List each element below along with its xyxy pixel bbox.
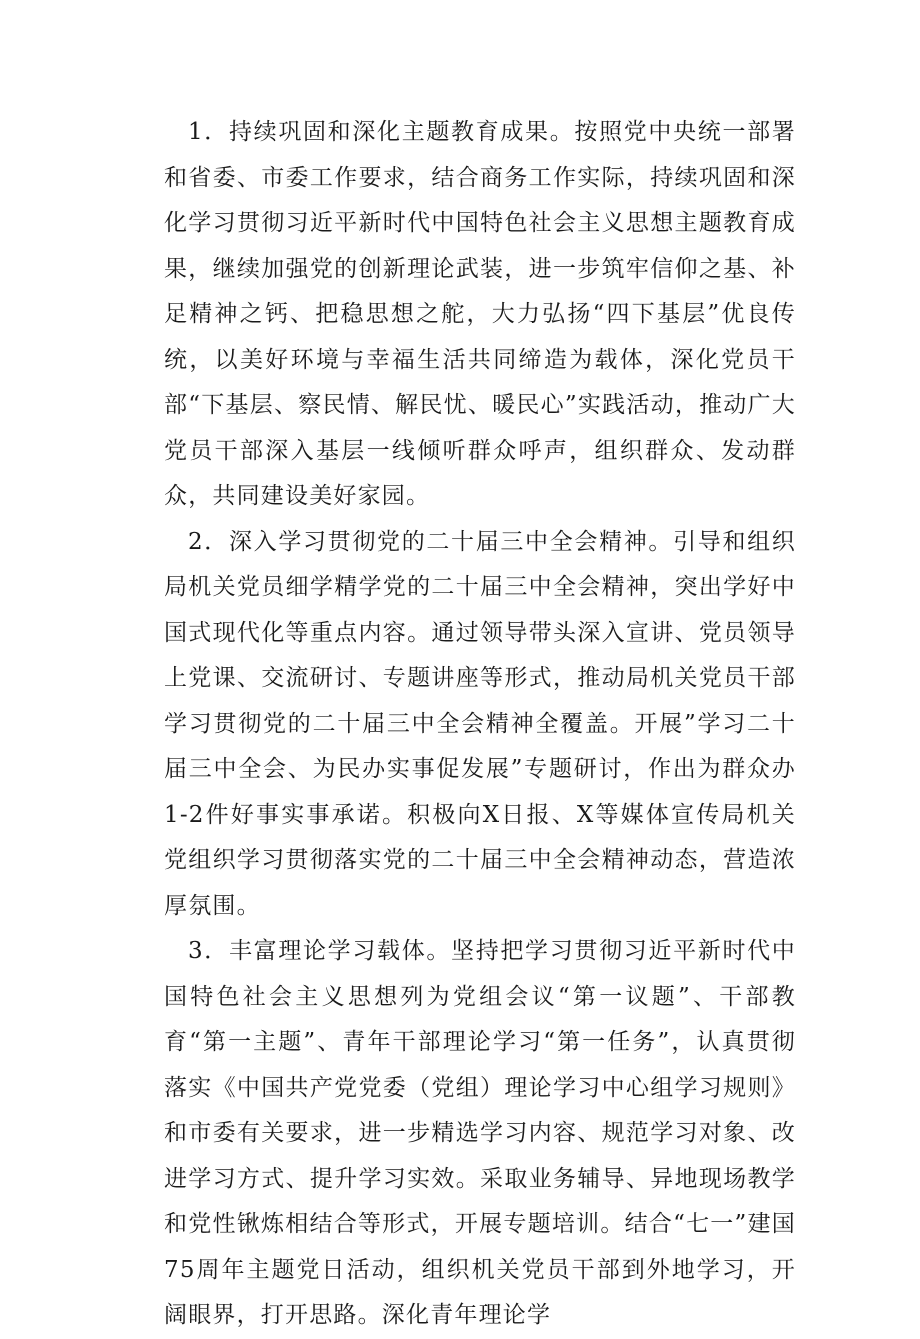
paragraph-2: 2．深入学习贯彻党的二十届三中全会精神。引导和组织局机关党员细学精学党的二十届三中全会精神，突出学好中国式现代化等重点内容。通过领导带头深入宣讲、党员领导上党课、交流研讨、专题讲座等形式，推动局机关党员干部学习贯彻党的二十届三中全会精神全覆盖。开展”学习二十届三中全会、为民办实事促发展”专题研讨，作出为群众办1-2件好事实事承诺。积极向X日报、X等媒体宣传局机关党组织学习贯彻落实党的二十届三中全会精神动态，营造浓厚氛围。 <box>164 528 796 919</box>
body-text <box>164 110 796 1339</box>
paragraph-1: 1．持续巩固和深化主题教育成果。按照党中央统一部署和省委、市委工作要求，结合商务工作实际，持续巩固和深化学习贯彻习近平新时代中国特色社会主义思想主题教育成果，继续加强党的创新理论武装，进一步筑牢信仰之基、补足精神之钙、把稳思想之舵，大力弘扬“四下基层”优良传统，以美好环境与幸福生活共同缔造为载体，深化党员干部“下基层、察民情、解民忧、暖民心”实践活动，推动广大党员干部深入基层一线倾听群众呼声，组织群众、发动群众，共同建设美好家园。 <box>164 119 796 509</box>
paragraph-3: 3．丰富理论学习载体。坚持把学习贯彻习近平新时代中国特色社会主义思想列为党组会议“第一议题”、干部教育“第一主题”、青年干部理论学习“第一任务”，认真贯彻落实《中国共产党党委（党组）理论学习中心组学习规则》和市委有关要求，进一步精选学习内容、规范学习对象、改进学习方式、提升学习实效。采取业务辅导、异地现场教学和党性锹炼相结合等形式，开展专题培训。结合“七一”建国75周年主题党日活动，组织机关党员干部到外地学习，开阔眼界，打开思路。深化青年理论学 <box>164 938 796 1328</box>
